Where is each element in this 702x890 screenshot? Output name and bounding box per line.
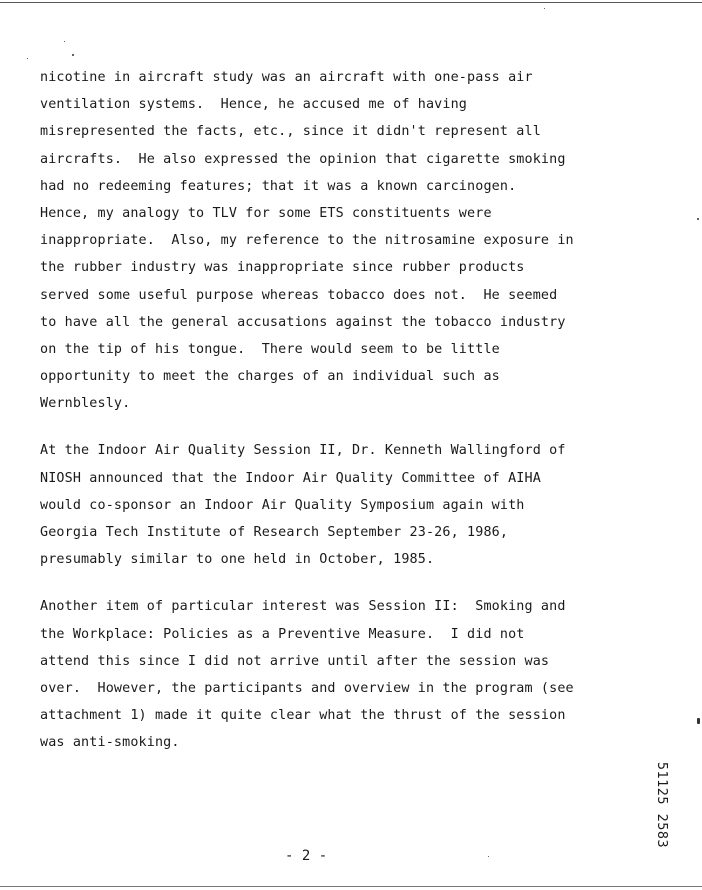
scan-speck <box>488 856 489 857</box>
text-line: was anti-smoking. <box>40 735 180 751</box>
page-number: - 2 - <box>285 848 328 864</box>
text-line: had no redeeming features; that it was a known carcinogen. <box>40 178 517 194</box>
scan-speck <box>27 58 28 59</box>
document-body <box>40 64 600 777</box>
paragraph-smoking-workplace <box>40 593 600 756</box>
paragraph-indoor-air-quality <box>40 437 600 573</box>
page-bottom-edge <box>0 886 702 887</box>
text-line: on the tip of his tongue. There would seem to be little <box>40 341 500 357</box>
text-line: opportunity to meet the charges of an individual such as <box>40 369 500 385</box>
text-line: ventilation systems. Hence, he accused me of having <box>40 97 468 113</box>
text-line: Georgia Tech Institute of Research September 23-26, 1986, <box>40 525 509 540</box>
scan-speck <box>544 8 545 9</box>
text-line: the Workplace: Policies as a Preventive Measure. I did not <box>40 626 525 642</box>
text-line: to have all the general accusations against the tobacco industry <box>40 314 566 330</box>
text-line: the rubber industry was inappropriate since rubber products <box>40 260 525 276</box>
scan-speck <box>64 41 65 42</box>
text-line: Another item of particular interest was Session II: Smoking and <box>40 599 566 615</box>
text-line: aircrafts. He also expressed the opinion that cigarette smoking <box>40 151 566 167</box>
scan-speck <box>697 218 699 220</box>
text-line: attachment 1) made it quite clear what the thrust of the session <box>40 708 566 724</box>
text-line: NIOSH announced that the Indoor Air Quality Committee of AIHA <box>40 470 541 486</box>
scan-speck <box>72 54 74 56</box>
text-line: At the Indoor Air Quality Session II, Dr. Kenneth Wallingford of <box>40 443 566 459</box>
paragraph-aircraft-study <box>40 64 600 417</box>
bates-number: 51125 2583 <box>654 761 670 849</box>
page-top-edge <box>0 2 702 3</box>
text-line: would co-sponsor an Indoor Air Quality Symposium again with <box>40 497 525 513</box>
scan-speck <box>697 718 700 724</box>
text-line: Wernblesly. <box>40 396 131 412</box>
text-line: nicotine in aircraft study was an aircraft with one-pass air <box>40 70 533 85</box>
text-line: inappropriate. Also, my reference to the nitrosamine exposure in <box>40 233 574 249</box>
text-line: misrepresented the facts, etc., since it didn't represent all <box>40 124 541 140</box>
text-line: Hence, my analogy to TLV for some ETS constituents were <box>40 205 492 221</box>
text-line: attend this since I did not arrive until after the session was <box>40 653 550 669</box>
text-line: served some useful purpose whereas tobacco does not. He seemed <box>40 287 558 303</box>
text-line: over. However, the participants and overview in the program (see <box>40 680 574 696</box>
text-line: presumably similar to one held in October, 1985. <box>40 552 435 568</box>
